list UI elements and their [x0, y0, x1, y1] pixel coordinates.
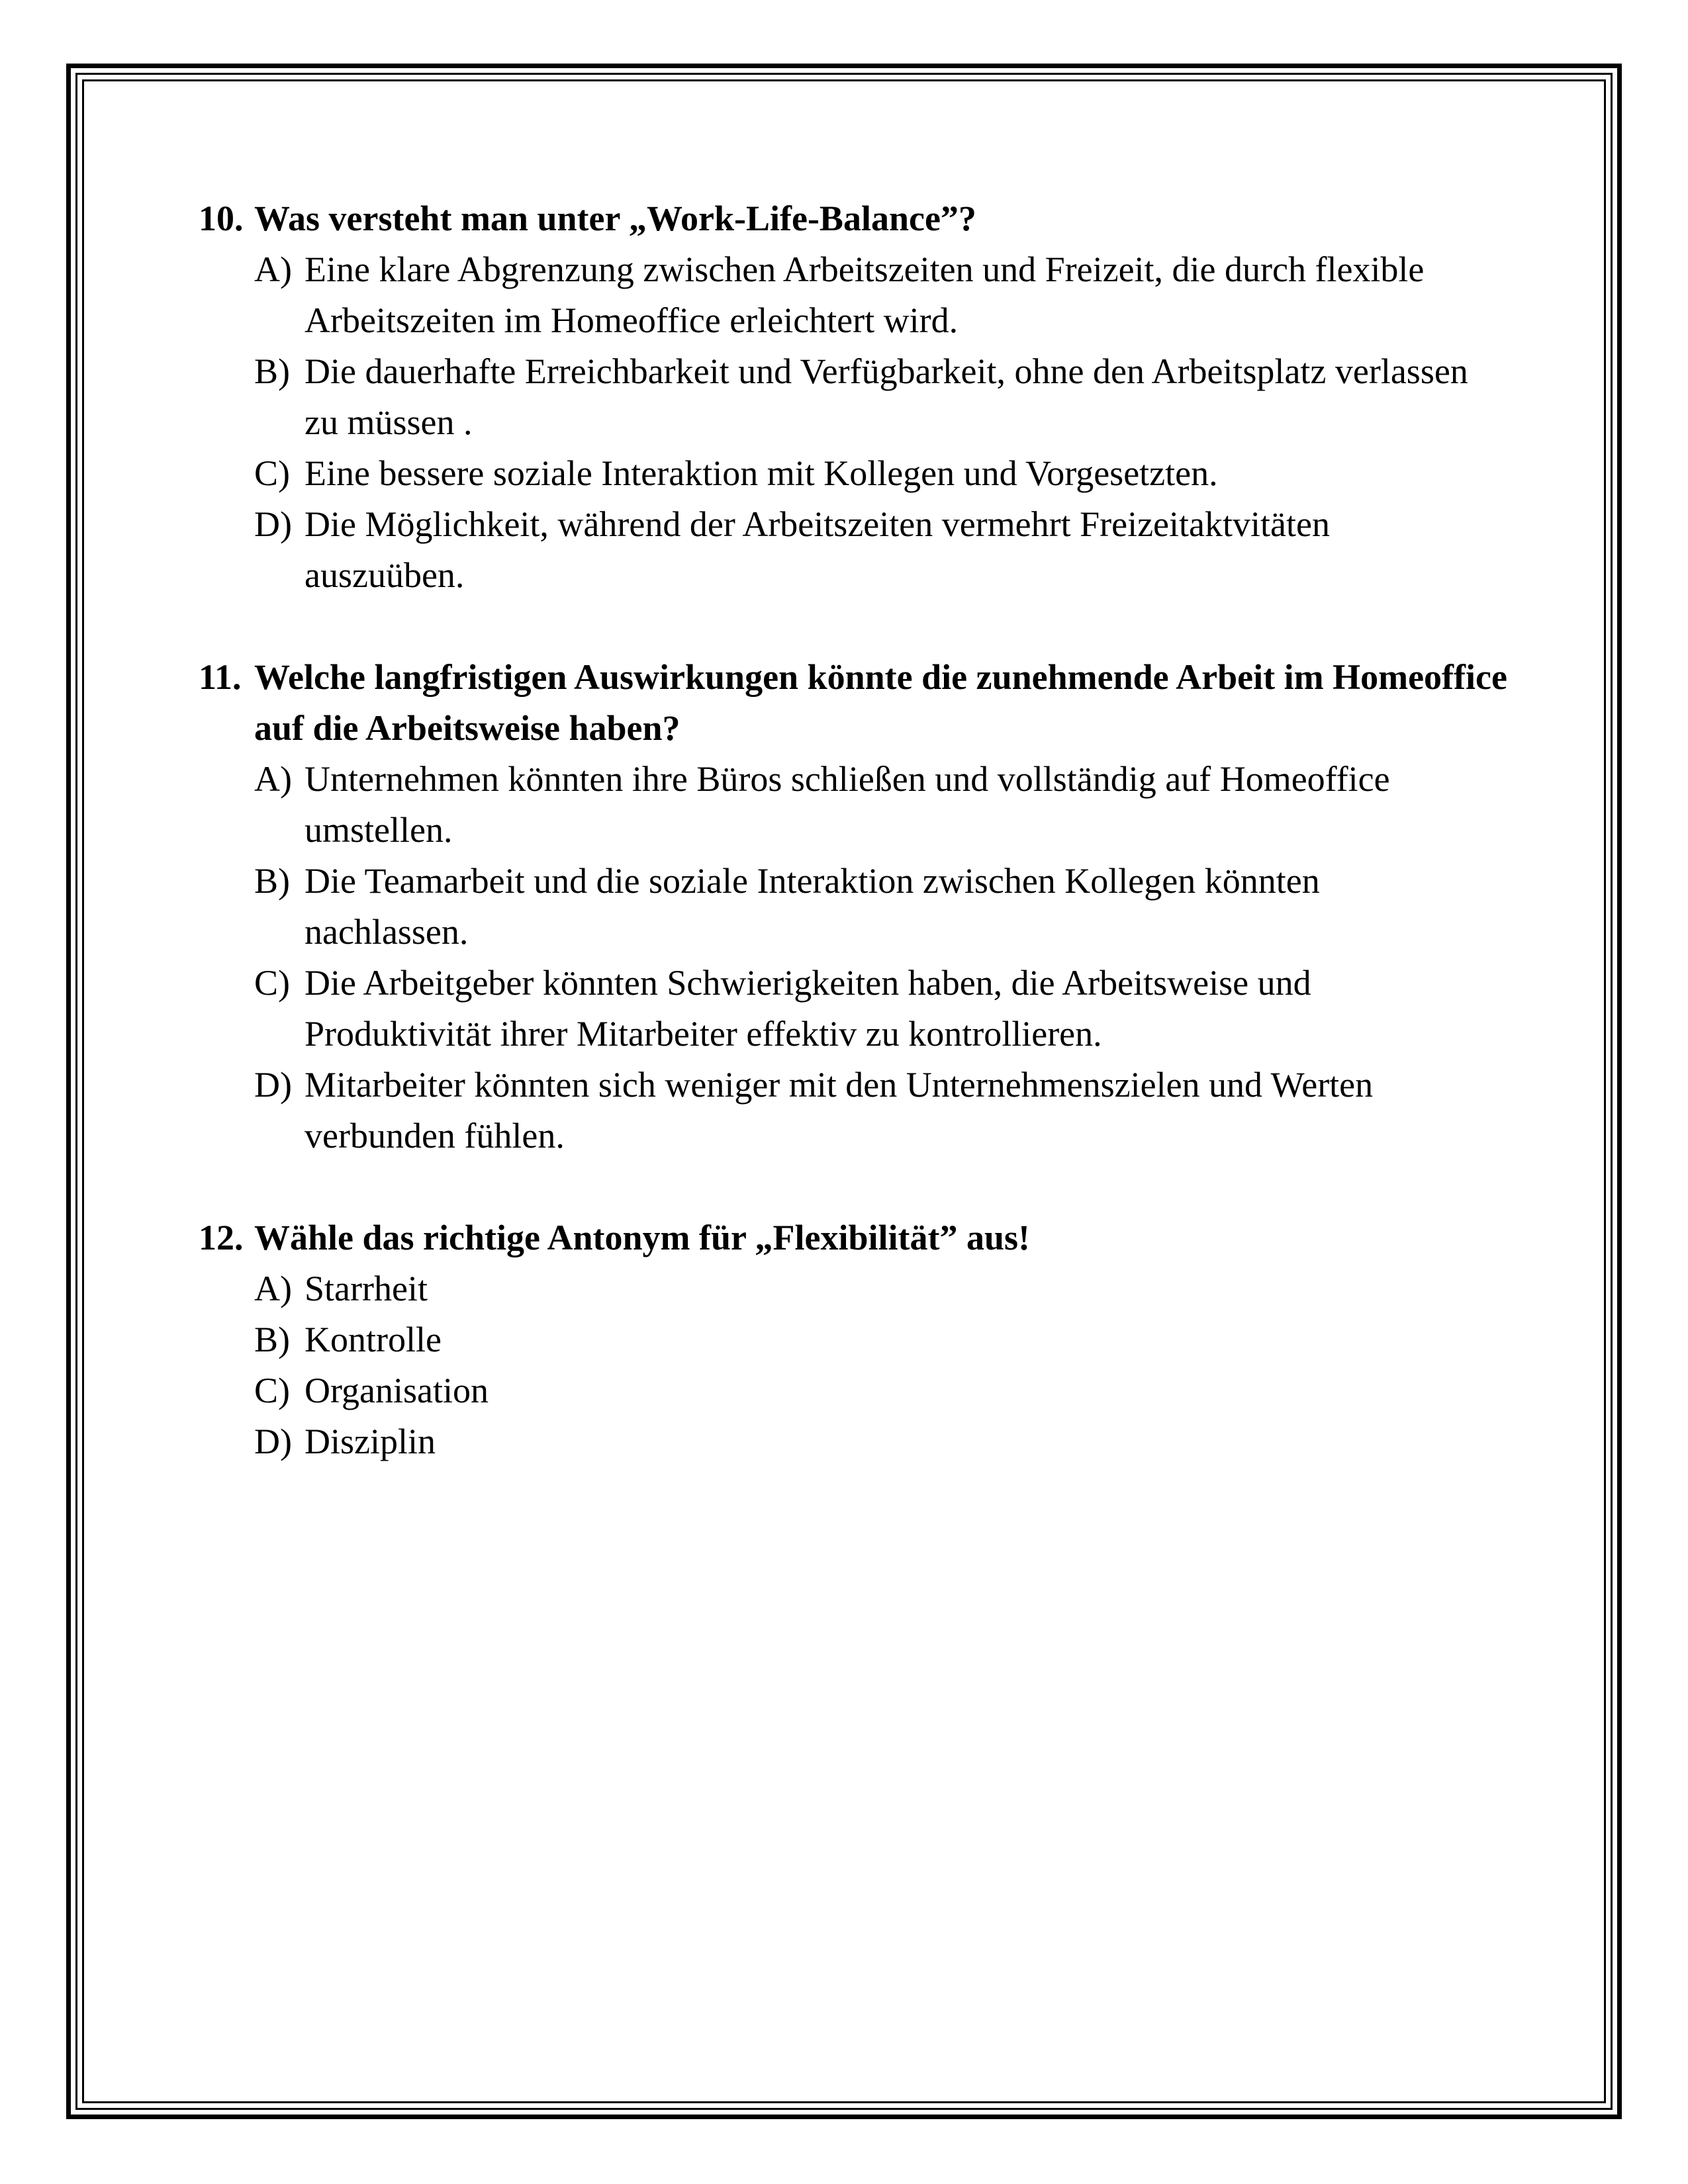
option-text: Kontrolle	[305, 1320, 442, 1359]
option-letter: A)	[254, 1269, 292, 1308]
option-letter: B)	[254, 1320, 290, 1359]
option-text: Eine bessere soziale Interaktion mit Kollegen und Vorgesetzten.	[305, 453, 1218, 493]
spacer	[199, 1161, 1509, 1212]
answer-option-d[interactable]	[199, 1416, 1509, 1467]
answer-option-a[interactable]	[199, 754, 1509, 856]
question-text: Wähle das richtige Antonym für „Flexibilität” aus!	[254, 1218, 1031, 1257]
option-letter: C)	[254, 1371, 290, 1410]
question-10	[199, 193, 1509, 601]
option-text: Organisation	[305, 1371, 489, 1410]
option-text: Eine klare Abgrenzung zwischen Arbeitszeiten und Freizeit, die durch flexible Arbeitszeiten im Homeoffice erleichtert wird.	[305, 250, 1425, 340]
option-text: Mitarbeiter könnten sich weniger mit den Unternehmenszielen und Werten verbunden fühlen.	[305, 1065, 1374, 1156]
option-letter: C)	[254, 453, 290, 493]
answer-option-c[interactable]	[199, 448, 1509, 499]
option-text: Die Möglichkeit, während der Arbeitszeiten vermehrt Freizeitaktvitäten auszuüben.	[305, 504, 1330, 595]
option-letter: A)	[254, 759, 292, 799]
question-text: Was versteht man unter „Work-Life-Balance”?	[254, 199, 976, 238]
option-letter: C)	[254, 963, 290, 1003]
answer-option-b[interactable]	[199, 1314, 1509, 1365]
question-12	[199, 1212, 1509, 1467]
question-title	[199, 193, 1509, 244]
option-text: Die dauerhafte Erreichbarkeit und Verfügbarkeit, ohne den Arbeitsplatz verlassen zu müssen .	[305, 351, 1468, 442]
answer-option-b[interactable]	[199, 346, 1509, 448]
option-letter: D)	[254, 1422, 292, 1461]
option-letter: B)	[254, 861, 290, 901]
answer-option-a[interactable]	[199, 244, 1509, 346]
answer-option-c[interactable]	[199, 958, 1509, 1060]
answer-option-c[interactable]	[199, 1365, 1509, 1416]
question-11	[199, 652, 1509, 1161]
answer-option-a[interactable]	[199, 1263, 1509, 1314]
spacer	[199, 601, 1509, 652]
option-text: Disziplin	[305, 1422, 436, 1461]
option-text: Unternehmen könnten ihre Büros schließen und vollständig auf Homeoffice umstellen.	[305, 759, 1390, 850]
option-letter: A)	[254, 250, 292, 289]
option-text: Starrheit	[305, 1269, 428, 1308]
question-text: Welche langfristigen Auswirkungen könnte die zunehmende Arbeit im Homeoffice auf die Arbeitsweise haben?	[254, 657, 1507, 748]
question-number: 10.	[199, 199, 244, 238]
option-letter: B)	[254, 351, 290, 391]
answer-option-d[interactable]	[199, 499, 1509, 601]
question-number: 11.	[199, 657, 242, 697]
question-title	[199, 1212, 1509, 1263]
question-title	[199, 652, 1509, 754]
worksheet-content	[199, 193, 1509, 1467]
answer-option-d[interactable]	[199, 1060, 1509, 1161]
option-letter: D)	[254, 1065, 292, 1105]
answer-option-b[interactable]	[199, 856, 1509, 958]
option-letter: D)	[254, 504, 292, 544]
option-text: Die Arbeitgeber könnten Schwierigkeiten haben, die Arbeitsweise und Produktivität ihrer Mitarbeiter effektiv zu kontrollieren.	[305, 963, 1311, 1054]
question-number: 12.	[199, 1218, 244, 1257]
option-text: Die Teamarbeit und die soziale Interaktion zwischen Kollegen könnten nachlassen.	[305, 861, 1320, 952]
